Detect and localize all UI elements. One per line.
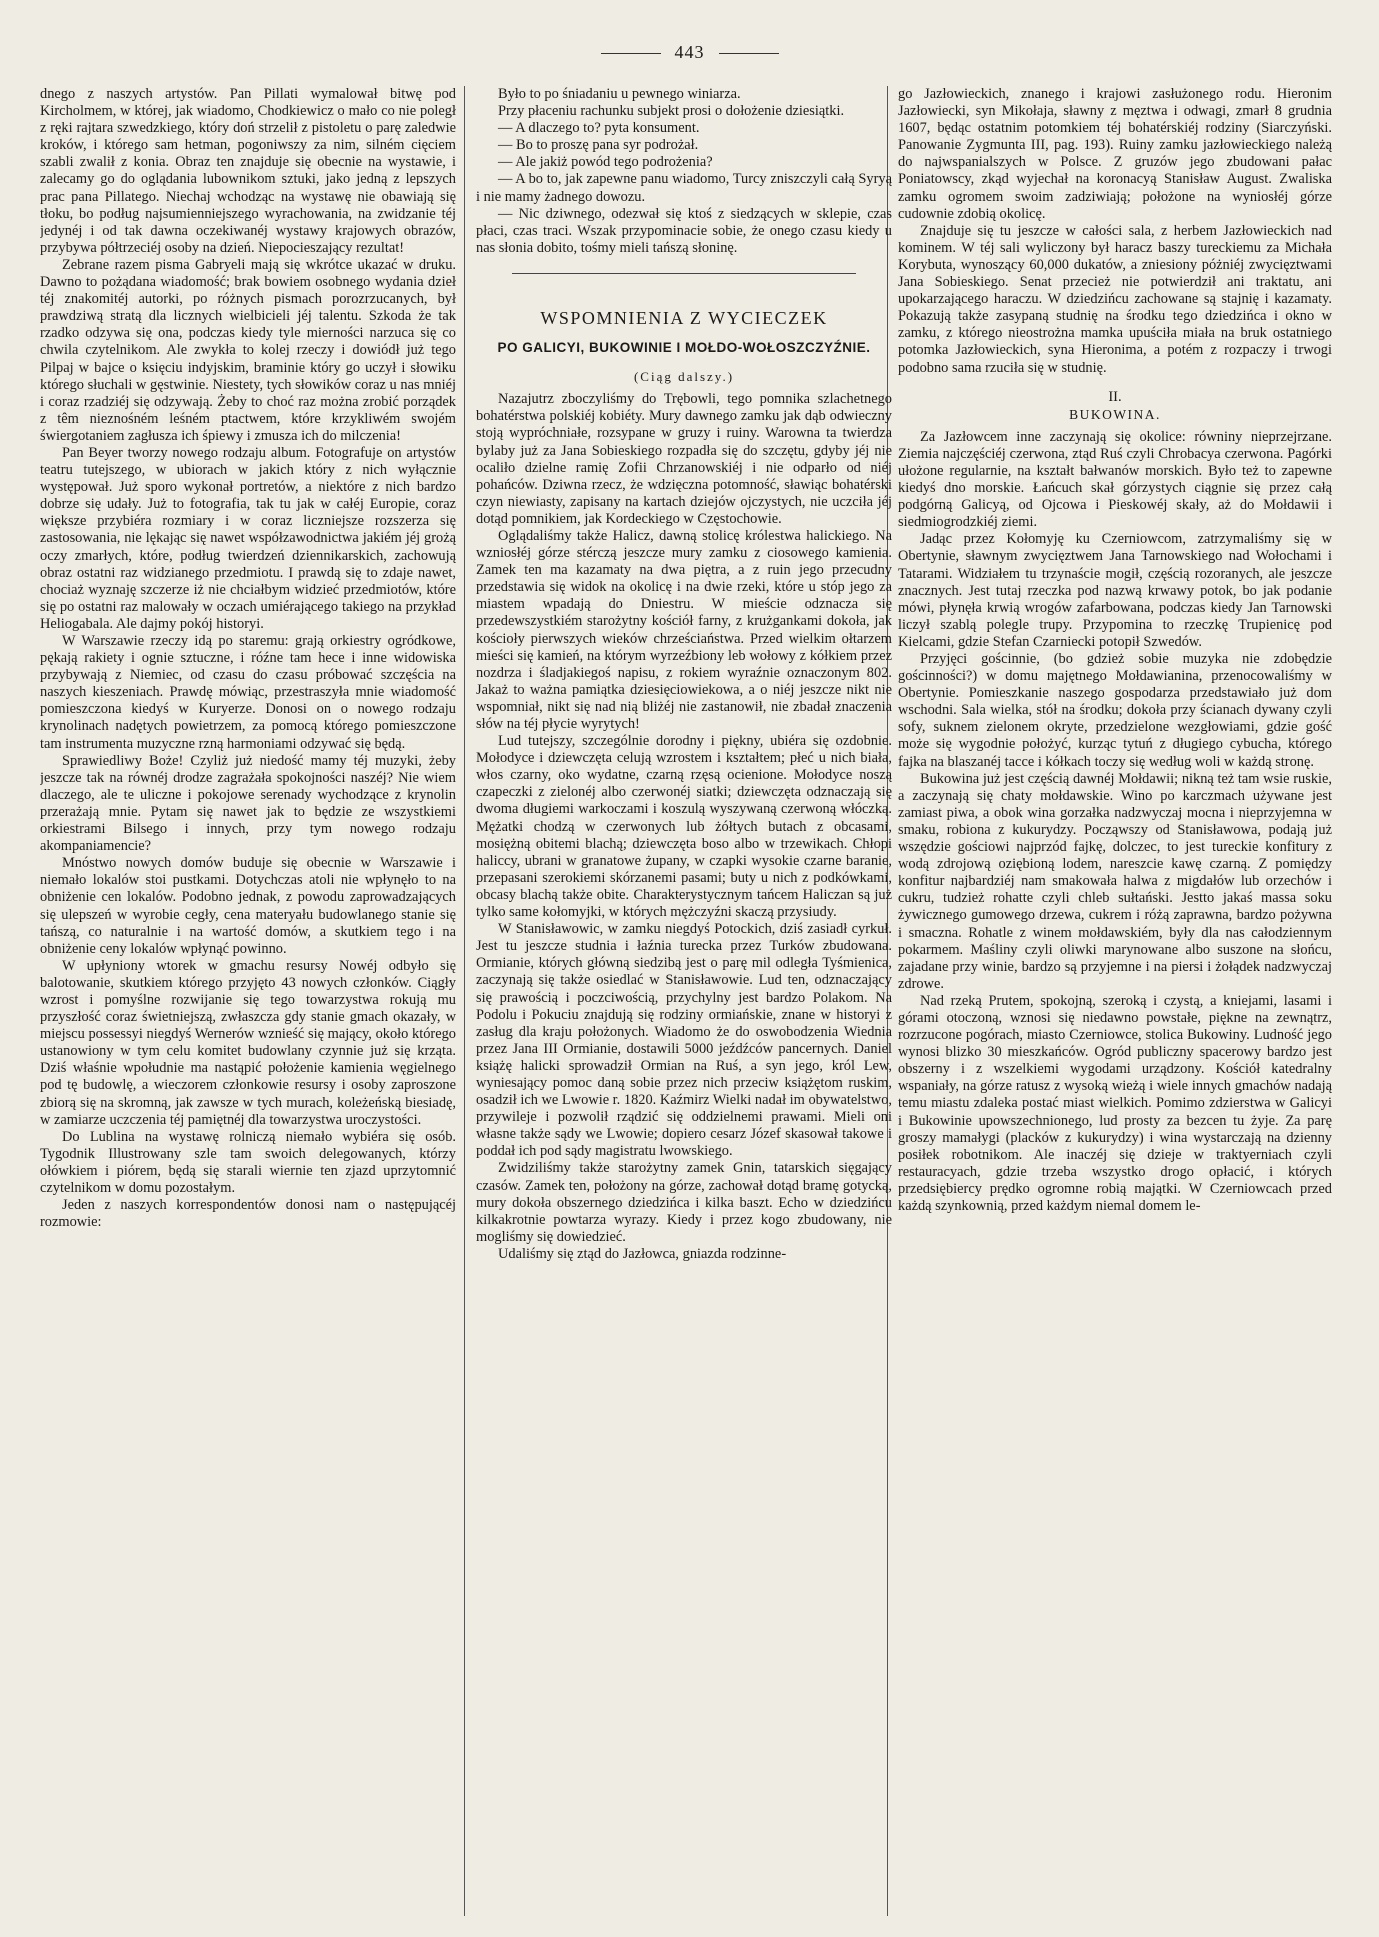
paragraph: Przyjęci gościnnie, (bo gdzież sobie muzyka nie zdobędzie gościnności?) w domu majętnego Mołdawianina, przenocowaliśmy w Obertynie. Pomieszkanie naszego gospodarza przedstawiało już dom wschodni. Sala wielka, stół na środku; dokoła przy ścianach dywany czyli sofy, suknem zielonem okryte, przedzielone wezgłowiami, gdzie gość może się wygodnie położyć, kurząc tytuń z długiego cybucha, którego fajka na blaszanéj tacce i kółkach toczy się według woli w każdą stronę. — [898, 651, 1332, 770]
section-number: II. — [1108, 388, 1122, 405]
column-3 — [898, 86, 1332, 1916]
article-subtitle: PO GALICYI, BUKOWINIE I MOŁDO-WOŁOSZCZYŹNIE. — [497, 340, 871, 356]
paragraph: W Warszawie rzeczy idą po staremu: grają orkiestry ogródkowe, pękają rakiety i ognie sztuczne, i róźne tam hece i inne widowiska przybywają z Niemiec, od czasu do czasu próbować szczęścia na naszych kieszeniach. Prawdę mówiąc, przestraszyła mnie wiadomość pomieszczona kiedyś w Kuryerze. Donosi on o nowego rodzaju krynolinach nadętych powietrzem, za pomocą którego pomieszczone tam instrumenta muzyczne rzną harmoniami odzywać się będą. — [40, 633, 456, 752]
section-title: BUKOWINA. — [1069, 406, 1161, 422]
column-1 — [40, 86, 456, 1916]
header-rule-left — [601, 53, 661, 54]
paragraph: Udaliśmy się ztąd do Jazłowca, gniazda rodzinne- — [498, 1245, 787, 1262]
paragraph: Jeden z naszych korrespondentów donosi nam o następującéj rozmowie: — [40, 1197, 456, 1231]
paragraph: Zebrane razem pisma Gabryeli mają się wkrótce ukazać w druku. Dawno to pożądana wiadomość; brak bowiem osobnego wydania dzieł téj znakomitéj autorki, po różnych pismach porozrzucanych, był prawdziwą stratą dla licznych wielbicieli jéj talentu. Szkoda że tak rzadko odzywa się ona, podczas kiedy tyle mierności narzuca się co chwila czytelnikom. Ale zwykła to kolej rzeczy i dowiódł już tego Pilpaj w bajce o księciu indyjskim, braminie który go uczył i słowiku którego słuchali w gęstwinie. Niestety, tych słowików coraz u nas mniéj i coraz rzadziéj się odzywają. Żeby to choć raz można zrobić porządek z têm nieznośném leśném ptactwem, które krzykliwém swojém świergotaniem zagłusza ich śpiewy i zmusza ich do milczenia! — [40, 256, 456, 444]
paragraph: Sprawiedliwy Boże! Czyliż już niedość mamy téj muzyki, żeby jeszcze tak na równéj drodze zagrażała spokojności naszéj? Nie wiem dlaczego, ale te uliczne i pokojowe serenady wychodzące z krynolin przerażają mnie. Pytam się nawet jak to będzie ze wszystkiemi orkiestrami Bilsego i innych, przy tym nowego rodzaju akompaniamencie? — [40, 752, 456, 855]
paragraph: Mnóstwo nowych domów buduje się obecnie w Warszawie i niemało lokalów stoi pustkami. Dotychczas atoli nie wpłynęło to na obniżenie cen lokalów. Podobno jednak, z powodu zaprowadzających się ulepszeń w wyrobie cegły, cena materyału budowlanego stanie się tańszą, co naturalnie i na wartość domów, a skutkiem tego i na obniżenie ceny lokalów wpłynąć powinno. — [40, 855, 456, 957]
paragraph: — A dlaczego to? pyta konsument. — [498, 120, 700, 137]
paragraph: Do Lublina na wystawę rolniczą niemało wybiéra się osób. Tygodnik Illustrowany szle tam swoich delegowanych, którzy ołówkiem i piórem, będą się starali wiernie ten zjazd uprzytomnić czytelnikom w domu pozostałym. — [40, 1128, 456, 1196]
paragraph: — Ale jakiż powód tego podrożenia? — [498, 154, 713, 171]
paragraph: Znajduje się tu jeszcze w całości sala, z herbem Jazłowieckich nad kominem. W téj sali wyliczony był haracz baszy tureckiemu za Michała Korybuta, wynoszący 60,000 dukatów, a zniesiony póżniéj zwycięztwami Jana Sobieskiego. Senat przecież nie potwierdził ani traktatu, ani upokarzającego haraczu. W dziedzińcu zachowane są stajnię i kazamaty. Pokazują także zasypaną studnię na środku tego dziedzińca i okno w zamku, z którego nieostrożna mamka upuściła miała na bruk ostatniego potomka Jazłowieckich, syna Hieronima, a potém z rozpaczy i trwogi podobno sama rzuciła się w studnię. — [898, 222, 1332, 376]
paragraph: Nad rzeką Prutem, spokojną, szeroką i czystą, a kniejami, lasami i górami otoczoną, wznosi się niedawno powstałe, piękne na zewnątrz, rozrzucone pogórach, miasto Czerniowce, stolica Bukowiny. Ludność jego wynosi blizko 30 mieszkańców. Ogród publiczny spacerowy bardzo jest obszerny i z wszelkiemi wygodami urządzony. Kościół katedralny wspaniały, na górze ratusz z wysoką wieżą i wiele innych gmachów nadają temu miastu zdaleka postać miast wielkich. Pomimo zdzierstwa w Galicyi i Bukowinie upowszechnionego, lud prosty za bezcen tu żyje. Za parę groszy mamałygi (placków z kukurydzy) i wina wystarczają na dzienny posiłek robotnikom. Ale inaczéj się dzieje w traktyerniach czyli restauracyach, gdzie trzeba wszystko drogo opłacić, i których przedsiębiercy prędko ogromne robią majątki. W Czerniowcach przed każdą szynkownią, przed każdym niemal domem le- — [898, 992, 1332, 1214]
paragraph: — Bo to proszę pana syr podrożał. — [498, 137, 699, 154]
paragraph: Zwidziliśmy także starożytny zamek Gnin, tatarskich sięgający czasów. Zamek ten, położony na górze, zachował dotąd bramę gotycką, mury dokoła obszernego dziedzińca i kilka baszt. Echo w dziedzińcu kilkakrotnie powtarza wyrazy. Kiedy i przez kogo zbudowany, nie mogliśmy się dowiedzieć. — [476, 1160, 892, 1245]
header-rule-right — [719, 53, 779, 54]
article-continued: (Ciąg dalszy.) — [633, 369, 735, 385]
column-divider — [464, 86, 465, 1916]
paragraph: Przy płaceniu rachunku subjekt prosi o dołożenie dziesiątki. — [498, 103, 845, 120]
paragraph: Lud tutejszy, szczególnie dorodny i piękny, ubiéra się ozdobnie. Mołodyce i dziewczęta celują wzrostem i kształtem; płeć u nich biała, włos czarny, oko wydatne, czarną rzęsą ocienione. Mołodyce noszą czapeczki z zielonéj albo czerwonéj siatki; dziewczęta odznaczają się dwoma długiemi warkoczami i koszulą wyszywaną czerwoną włóczką. Mężatki chodzą w czerwonych lub żółtych butach z obcasami, mosiężną obitemi blachą; dziewczęta boso albo w trzewikach. Chłopi haliccy, ubrani w granatowe żupany, w czapki wysokie czarne baranie, przepasani szerokiemi skórzanemi pasami; buty u nich z podkówkami, obcasy blachą także obite. Charakterystycznym tańcem Haliczan są już tylko same kołomyjki, w których mężczyźni skaczą przysiudy. — [476, 733, 892, 921]
paragraph: W upłyniony wtorek w gmachu resursy Nowéj odbyło się balotowanie, skutkiem którego przyjęto 43 nowych członków. Ciągły wzrost i pomyślne rozwijanie się tego towarzystwa rokują mu przyszłość coraz świetniejszą, zwłaszcza gdy stanie gmach okazały, w miejscu possessyi niegdyś Wernerów wznieść się mający, około którego ustanowiony w tym celu komitet budowlany czynnie już się krząta. Dziś właśnie wpołudnie ma nastąpić położenie kamienia węgielnego pod tę budowlę, a wieczorem członkowie resursy i osoby zaproszone zbiorą się na skromną, jak zawsze w tych murach, koleżeńską biesiadę, w zamiarze uczczenia téj pamiętnéj dla towarzystwa uroczystości. — [40, 957, 456, 1128]
column-2 — [476, 86, 892, 1916]
page-number: 443 — [674, 42, 705, 62]
paragraph: Nazajutrz zboczyliśmy do Trębowli, tego pomnika szlachetnego bohatérstwa polskiéj kobiéty. Mury dawnego zamku jak dąb odwieczny stoją wypróchniałe, rozsypane w gruzy i ruiny. Warowna ta twierdza bylaby już za Jana Sobieskiego rozpadła się do szczętu, gdyby jéj nie ocaliło dzielne ramię Zofii Chrzanowskiéj i nie odparło od niéj pohańców. Dziwna rzecz, że wdzięczna potomność, sławiąc bohatérski czyn niewiasty, zapisany na kartach dziejów ojczystych, nie uczciła jéj dotąd pomnikiem, jak Kordeckiego w Częstochowie. — [476, 391, 892, 527]
paragraph: Pan Beyer tworzy nowego rodzaju album. Fotografuje on artystów teatru tutejszego, w ubiorach w jakich który z nich wyłącznie występował. Już sporo wykonał portretów, a niektóre z nich bardzo dobrze się udały. Już to fotografia, tak tu jak w całéj Europie, coraz większe przybiéra rozmiary i w coraz liczniejsze rozszerza się zastosowania, nie lękając się nawet współzawodnictwa jakiém jéj grożą oczy zmarłych, które, podług twierdzeń dziennikarskich, zachowują obraz ostatni raz widzianego przedmiotu. I prawdą się to zdaje nawet, chociaż wyznaję szczerze iż nie chciałbym widzieć przedmiotów, które się po ostatni raz malowały w oczach umiérającego takiego na przykład Heliogabala. Ale dajmy pokój historyi. — [40, 444, 456, 632]
paragraph: dnego z naszych artystów. Pan Pillati wymalował bitwę pod Kircholmem, w której, jak wiadomo, Chodkiewicz o mało co nie poległ z ręki rajtara szwedzkiego, który doń strzelił z pistoletu o parę zaledwie kroków, i którego sam hetman, pogoniwszy za nim, silném cięciem szabli zwalił z konia. Obraz ten znajduje się obecnie na wystawie, i zalecamy go do oglądania lubownikom sztuki, jako jedną z lepszych prac pana Pillatego. Niechaj wchodząc na wystawę nie obawiają się tłoku, bo podług najsumienniejszego wyrachowania, na zwidzanie téj jedynéj i od tak dawna oczekiwanéj wystawy krajowych obrazów, przybywa półtrzeciéj osoby na dzień. Niepocieszający rezultat! — [40, 86, 456, 256]
section-separator — [512, 273, 856, 274]
paragraph: Bukowina już jest częścią dawnéj Mołdawii; nikną też tam wsie ruskie, a zaczynają się chaty mołdawskie. Wino po karczmach używane jest zamiast piwa, a obok wina gorzałka nadzwyczaj mocna i nieprzyjemna w smaku, robiona z kukurydzy. Począwszy od Stanisławowa, podają już wszędzie gościowi najprzód fajkę, dolczec, to jest tureckie konfitury z wodą zdrojową oziębioną lodem, nareszcie kawę czarną. Z pomiędzy konfitur najbardziéj nam smakowała halwa z migdałów lub orzechów i cukru, tudzież rohatte czyli chleb sułtański. Jestto jakaś massa soku żywicznego gumowego drzewa, cukrem i różą zaprawna, bardzo pożywna i smaczna. Rohatle z winem mołdawskiém, były dla nas całodziennym pokarmem. Maśliny czyli oliwki marynowane albo suszone na słońcu, zajadane przy winie, bardzo są przyjemne i na piersi i żołądek nadzwyczaj zdrowe. — [898, 770, 1332, 992]
paragraph: — A bo to, jak zapewne panu wiadomo, Turcy zniszczyli całą Syryą i nie mamy żadnego dowozu. — [476, 171, 892, 205]
paragraph: W Stanisławowic, w zamku niegdyś Potockich, dziś zasiadł cyrkuł. Jest tu jeszcze studnia i łaźnia turecka przez Turków zbudowana. Ormianie, których główną siedzibą jest o parę mil odległa Tyśmienica, zaczynają się także osiedlać w Stanisławowie. Lud ten, odznaczający się prawością i poczciwością, przychylny jest bardzo Polakom. Na Podolu i Pokuciu znajdują się rodziny ormiańskie, znane w historyi z zasług dla kraju położonych. Wiadomo że do oswobodzenia Wiednia przez Jana III Ormianie, dostawili 5000 jeźdźców pancernych. Daniel książę halicki sprowadził Ormian na Ruś, a syn jego, król Lew, wyniesający pomoc daną sobie przez nich przeciw książętom ruskim, osadził ich we Lwowie r. 1820. Kaźmirz Wielki nadał im obywatelstwo, przywileje i pozwolił rządzić się oddzielnemi prawami. Mieli oni własne także sądy we Lwowie; dopiero cesarz Józef skasował takowe i poddał ich pod sądy magistratu lwowskiego. — [476, 921, 892, 1160]
page-header — [0, 42, 1379, 63]
paragraph: — Nic dziwnego, odezwał się ktoś z siedzących w sklepie, czas płaci, czas traci. Wszak przypominacie sobie, że onego czasu kiedy u nas słonia dobito, tośmy mieli tańszą słoninę. — [476, 205, 892, 256]
paragraph: Oglądaliśmy także Halicz, dawną stolicę królestwa halickiego. Na wzniosłéj górze stérczą jeszcze mury zamku z ciosowego kamienia. Zamek ten ma kazamaty na dwa piętra, a z ruin jego przecudny przedstawia się widok na okolicę i na dwie rzeki, które u stóp jego za miastem wpadają do Dniestru. W mieście odznacza się przedewszystkiém starożytny kościół farny, z krużgankami dokoła, jak kościoły pierwszych wieków chrześciaństwa. Przed wielkim ołtarzem mieści się kamień, na którym wyrzeźbiony leb wołowy z kółkiem przez nozdrza i śladjakiegoś napisu, z rokiem wyraźnie oznaczonym 802. Jakaż to ważna pamiątka dziesięciowiekowa, a o niéj jeszcze nikt nie wspomniał, nikt się nad nią bliżéj nie zastanowił, nie zbadał znaczenia słów na téj płycie wyrytych! — [476, 527, 892, 732]
paragraph: Za Jazłowcem inne zaczynają się okolice: równiny nieprzejrzane. Ziemia najczęściéj czerwona, ztąd Ruś czyli Chrobacya czerwona. Pagórki ułożone regularnie, na kształt bałwanów morskich. Było też to zapewne kiedyś dno morskie. Łańcuch skał górzystych ciągnie się przez całą podgórną Galicyą, od Ojcowa i Pieskowéj skały, aż do Mołdawii i siedmiogrodzkiéj ziemi. — [898, 428, 1332, 531]
paragraph: Było to po śniadaniu u pewnego winiarza. — [498, 86, 741, 102]
article-title: WSPOMNIENIA Z WYCIECZEK — [540, 307, 828, 328]
paragraph: go Jazłowieckich, znanego i krajowi zasłużonego rodu. Hieronim Jazłowiecki, syn Mikołaja, sławny z męztwa i odwagi, zmarł 8 grudnia 1607, będąc ostatnim potomkiem téj bohatérskiéj rodziny (Siarczyński. Panowanie Zygmunta III, pag. 193). Ruiny zamku jazłowieckiego należą do najwspanialszych w Polsce. Z gruzów jego zbudowani pałac Poniatowscy, zkąd wyjechał na koronacyą Stanisław August. Zwaliska zamku ogromem swoim zadziwiają; położone na wyniosłéj górze cudownie zdobią okolicę. — [898, 86, 1332, 222]
paragraph: Jadąc przez Kołomyję ku Czerniowcom, zatrzymaliśmy się w Obertynie, sławnym zwycięztwem Jana Tarnowskiego nad Wołochami i Tatarami. Widziałem tu trzynaście mogił, częścią rozoranych, ale jeszcze znacznych. Jest tutaj rzeczka pod nazwą krwawy potok, bo jak podanie mówi, płynęła krwią wrogów zafarbowana, podczas kiedy Jan Tarnowski liczył szablą polegle trupy. Przypomina to rzeczkę Trupienicę pod Kielcami, gdzie Stefan Czarniecki potopił Szwedów. — [898, 531, 1332, 650]
